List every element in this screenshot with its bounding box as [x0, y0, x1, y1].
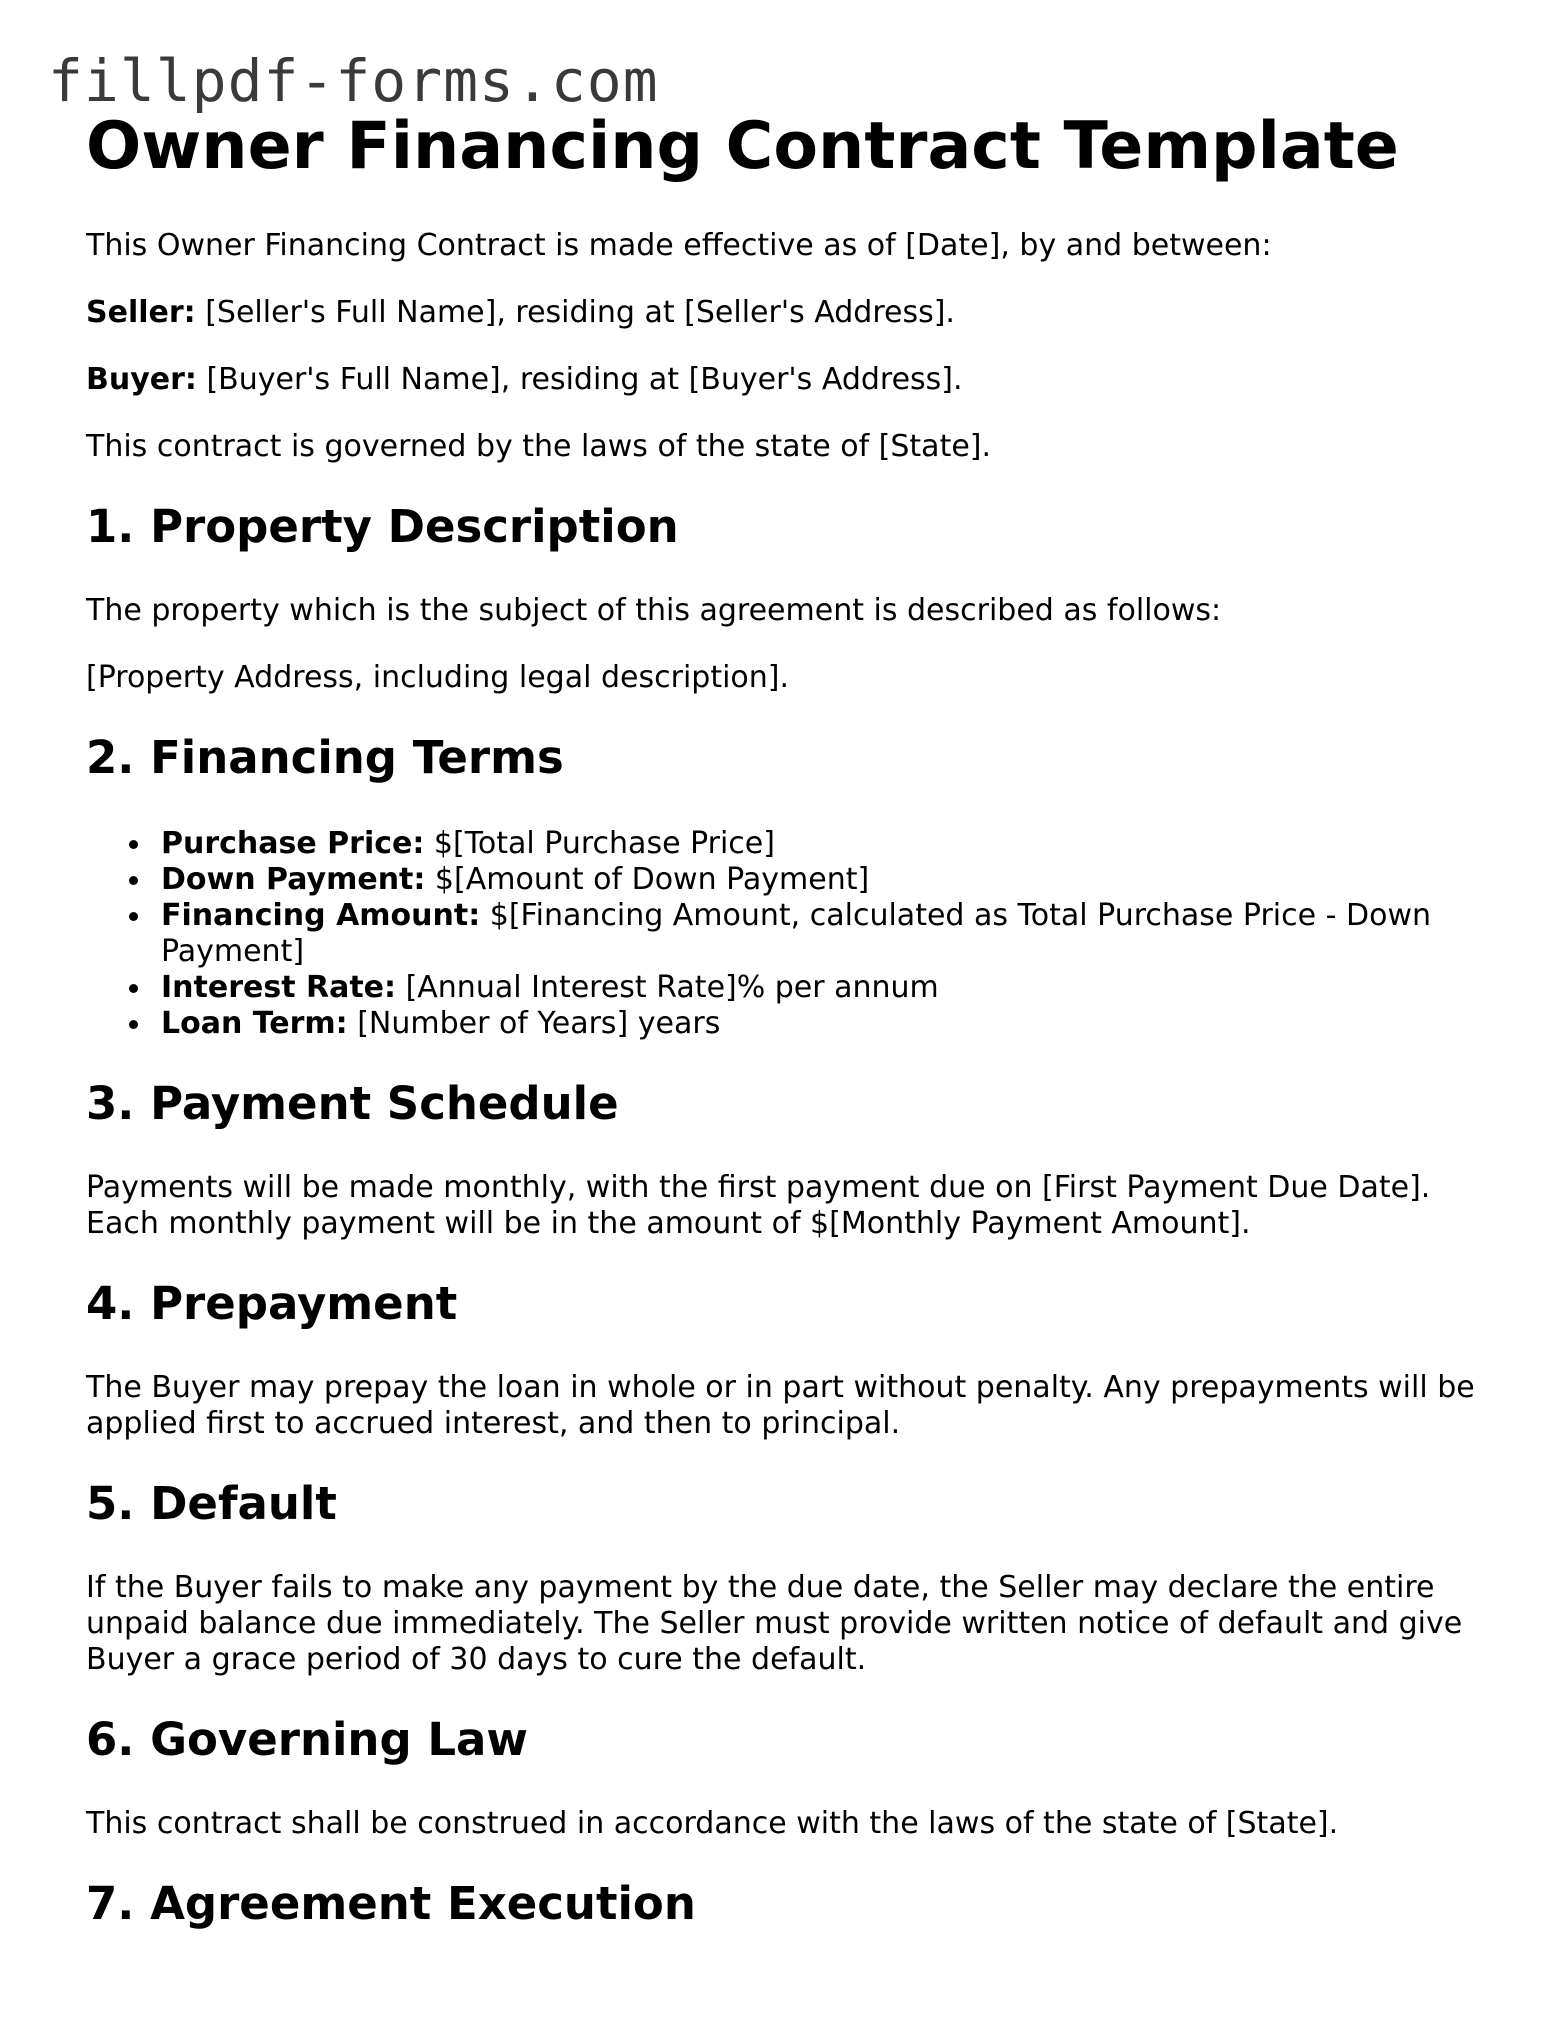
section-heading-law: 6. Governing Law	[86, 1713, 528, 1766]
financing-terms-list	[86, 826, 1486, 1042]
section-heading-default: 5. Default	[86, 1477, 337, 1530]
document-title: Owner Financing Contract Template	[86, 109, 1399, 184]
buyer-paragraph	[86, 362, 1486, 398]
term-value: [Annual Interest Rate]% per annum	[396, 970, 939, 1005]
term-label: Purchase Price:	[161, 826, 425, 861]
section-heading-property: 1. Property Description	[86, 500, 679, 553]
term-label: Loan Term:	[161, 1006, 348, 1041]
list-item	[161, 970, 1486, 1006]
section-heading-schedule: 3. Payment Schedule	[86, 1077, 619, 1130]
seller-paragraph	[86, 295, 1486, 331]
bullet-icon	[129, 876, 138, 885]
property-address-paragraph: [Property Address, including legal description].	[86, 660, 790, 695]
list-item	[161, 862, 1486, 898]
seller-label: Seller:	[86, 295, 196, 330]
governed-paragraph: This contract is governed by the laws of the state of [State].	[86, 429, 992, 464]
term-value: $[Amount of Down Payment]	[425, 862, 870, 897]
term-value: $[Total Purchase Price]	[424, 826, 775, 861]
schedule-paragraph: Payments will be made monthly, with the first payment due on [First Payment Due Date]. Each monthly payment will be in the amount of $[Monthly Payment Amount].	[86, 1170, 1431, 1241]
seller-text: [Seller's Full Name], residing at [Seller's Address].	[195, 295, 955, 330]
term-value: [Number of Years] years	[347, 1006, 721, 1041]
list-item	[161, 826, 1486, 862]
site-watermark: fillpdf-forms.com	[48, 47, 659, 115]
section-heading-prepayment: 4. Prepayment	[86, 1277, 458, 1330]
list-item	[161, 898, 1486, 970]
property-paragraph: The property which is the subject of this agreement is described as follows:	[86, 593, 1222, 628]
bullet-icon	[129, 840, 138, 849]
buyer-label: Buyer:	[86, 362, 197, 397]
section-heading-execution: 7. Agreement Execution	[86, 1877, 696, 1930]
intro-effective-paragraph: This Owner Financing Contract is made effective as of [Date], by and between:	[86, 228, 1272, 263]
buyer-text: [Buyer's Full Name], residing at [Buyer's Address].	[196, 362, 963, 397]
term-value: $[Financing Amount, calculated as Total Purchase Price - Down Payment]	[161, 898, 1431, 969]
term-label: Down Payment:	[161, 862, 426, 897]
bullet-icon	[129, 984, 138, 993]
section-heading-financing: 2. Financing Terms	[86, 731, 564, 784]
law-paragraph: This contract shall be construed in accordance with the laws of the state of [State].	[86, 1806, 1339, 1841]
bullet-icon	[129, 912, 138, 921]
bullet-icon	[129, 1020, 138, 1029]
term-label: Financing Amount:	[161, 898, 481, 933]
default-paragraph: If the Buyer fails to make any payment by the due date, the Seller may declare the entire unpaid balance due immediately. The Seller must provide written notice of default and give Buyer a grace period of 30 days to cure the default.	[86, 1570, 1463, 1677]
list-item	[161, 1006, 1486, 1042]
prepayment-paragraph: The Buyer may prepay the loan in whole or in part without penalty. Any prepayments will be applied first to accrued interest, and then to principal.	[86, 1370, 1475, 1441]
document-page	[86, 104, 1486, 1932]
term-label: Interest Rate:	[161, 970, 397, 1005]
